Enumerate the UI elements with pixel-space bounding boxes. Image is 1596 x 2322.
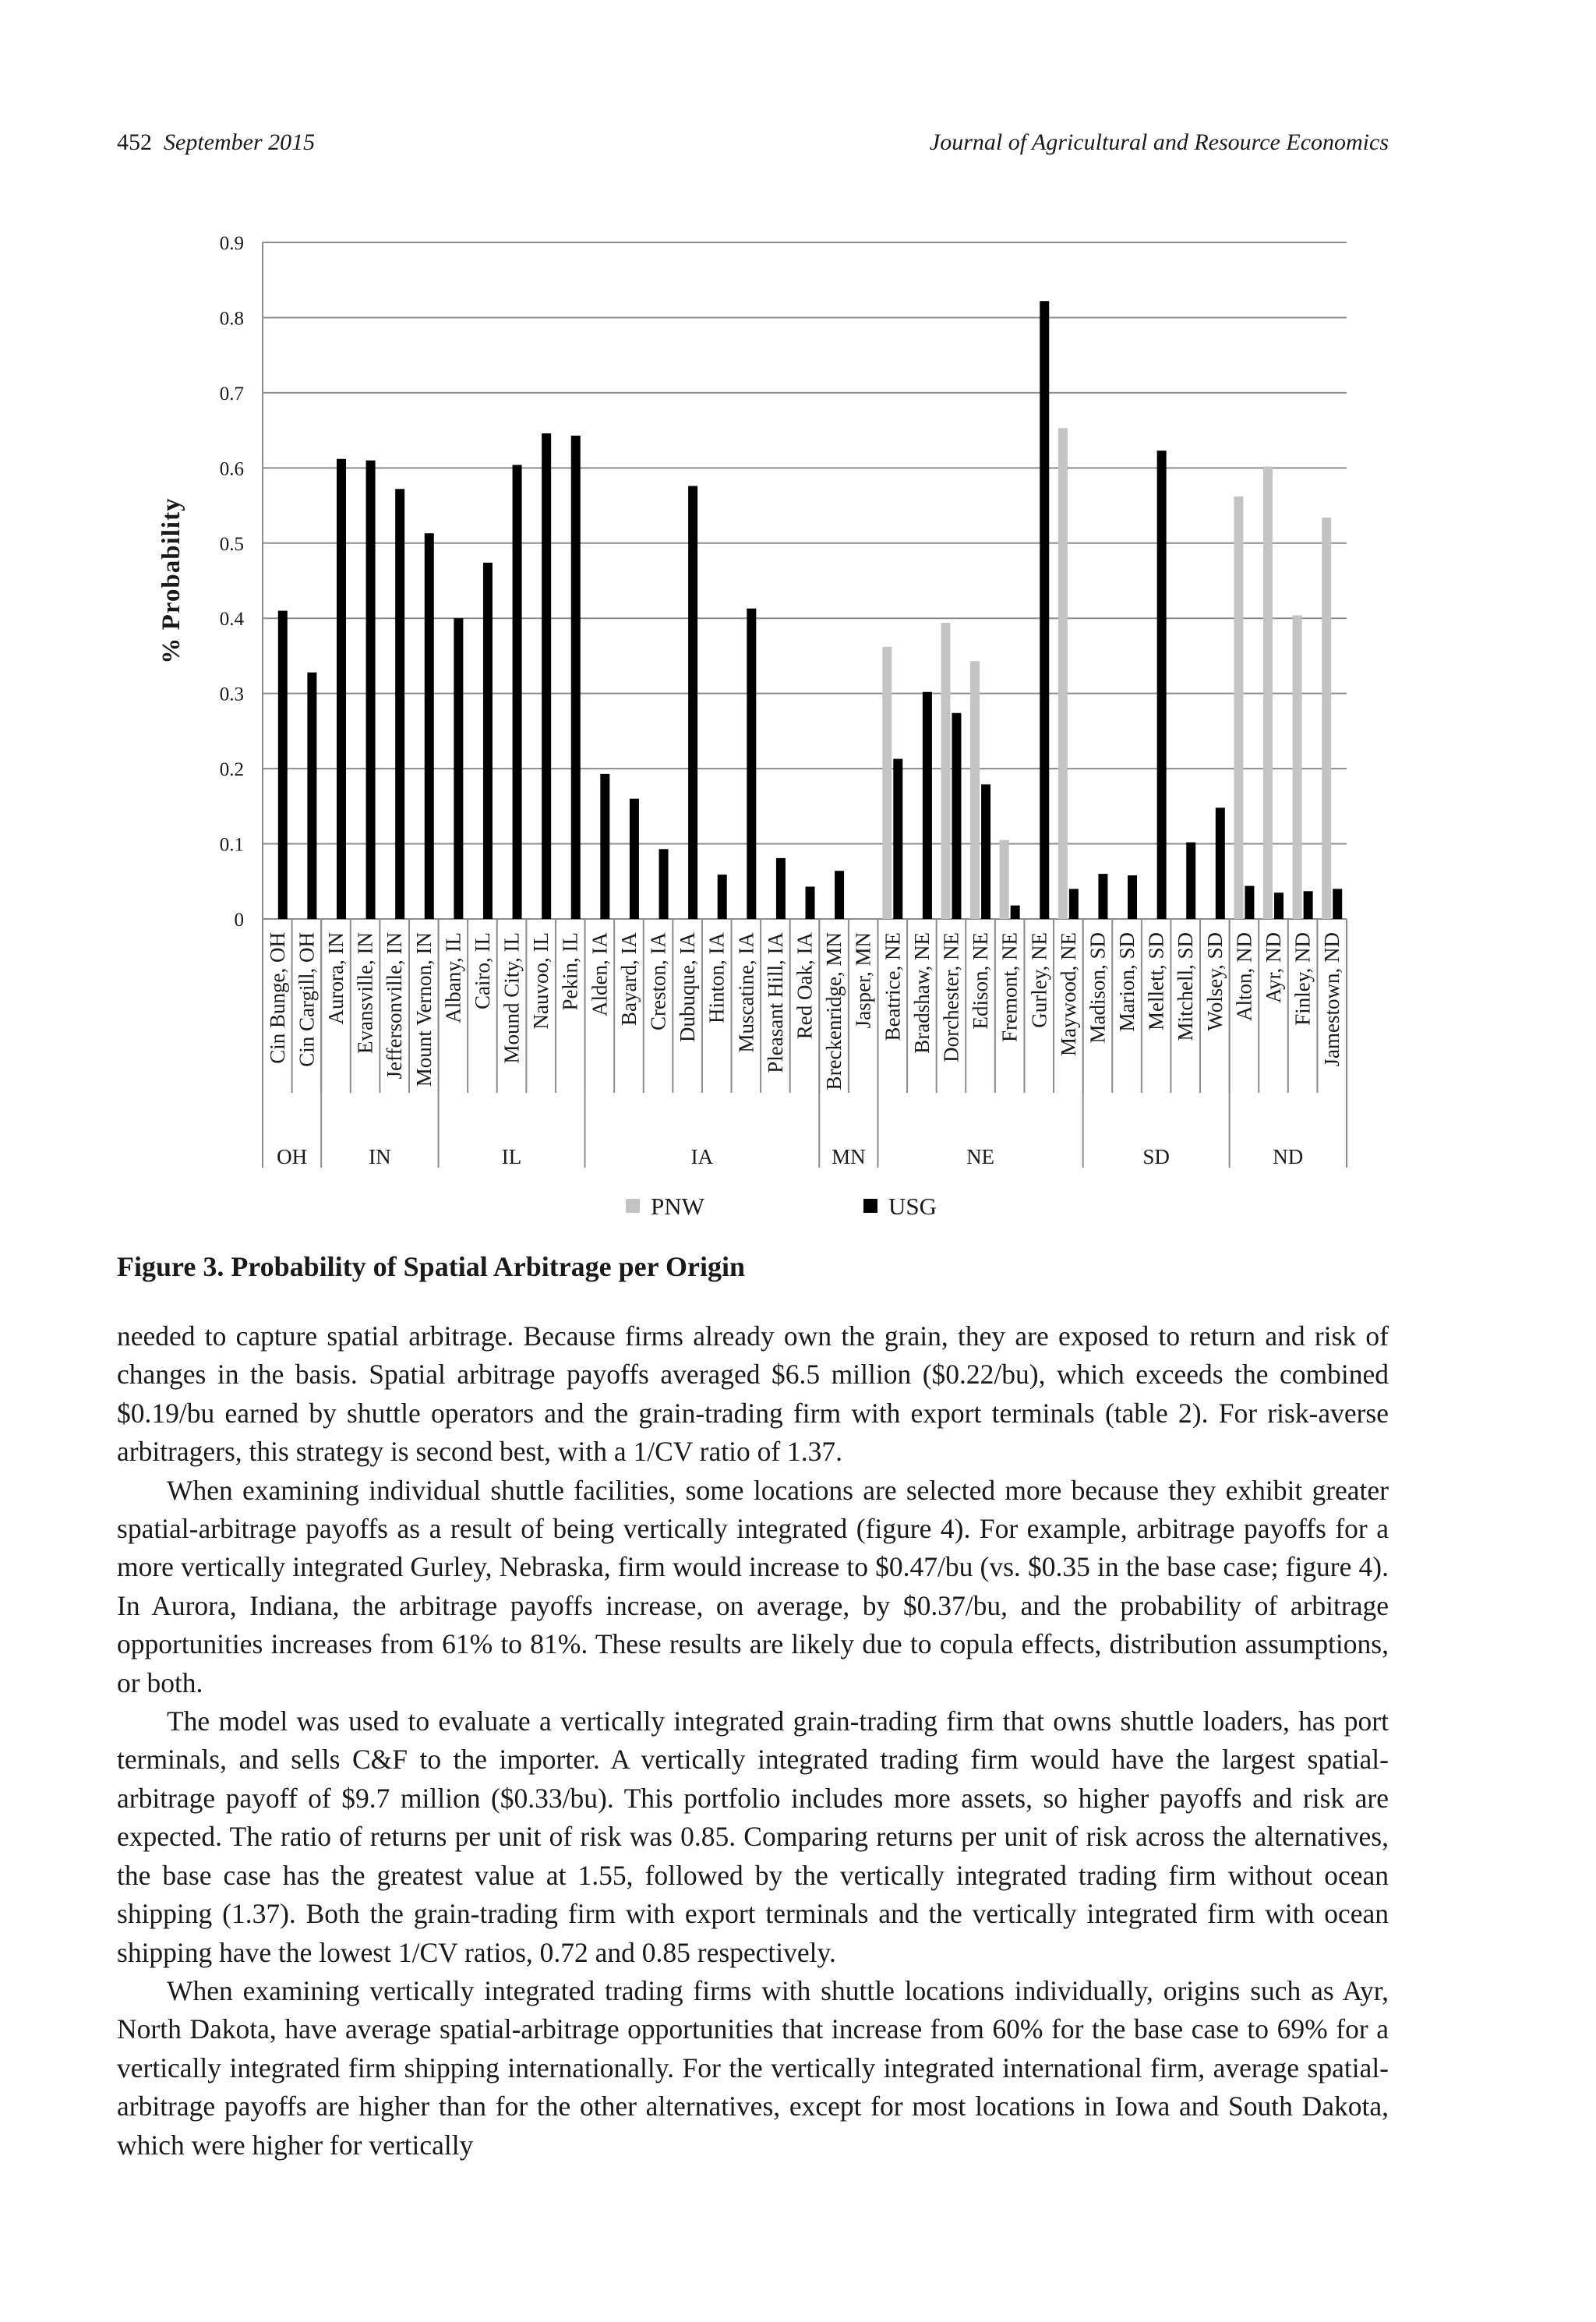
bar-usg <box>776 858 786 919</box>
category-label: Muscatine, IA <box>734 932 758 1053</box>
bar-usg <box>806 887 815 919</box>
category-label: Dubuque, IA <box>676 932 700 1042</box>
category-label: Hinton, IA <box>704 932 729 1023</box>
bar-usg <box>1069 889 1079 919</box>
bar-usg <box>1040 301 1049 919</box>
bar-pnw <box>941 623 950 919</box>
bar-usg <box>893 759 902 919</box>
group-label: IN <box>369 1145 391 1168</box>
category-label: Fremont, NE <box>998 932 1022 1042</box>
category-label: Wolsey, SD <box>1202 932 1227 1031</box>
y-tick-label: 0 <box>234 910 244 931</box>
bar-usg <box>337 459 346 919</box>
bar-usg <box>1333 889 1342 919</box>
bar-usg <box>1216 808 1225 919</box>
category-label: Cin Cargill, OH <box>295 932 319 1067</box>
y-tick-label: 0.2 <box>219 759 244 781</box>
group-label: SD <box>1142 1145 1170 1168</box>
page-number: 452 <box>117 129 152 155</box>
category-label: Mound City, IL <box>500 932 524 1064</box>
category-label: Jamestown, ND <box>1320 932 1344 1067</box>
bar-usg <box>307 673 316 919</box>
bar-usg <box>1011 906 1020 919</box>
y-tick-label: 0.9 <box>219 233 244 254</box>
category-label: Jasper, MN <box>851 932 875 1029</box>
bar-usg <box>688 486 697 919</box>
paragraph-3: The model was used to evaluate a vertically integrated grain-trading firm that owns shuttle loaders, has port terminals, and sells C&F to the importer. A vertically integrated trading firm would have the largest spatial-arbitrage payoff of $9.7 million ($0.33/bu). This portfolio includes more assets, so higher payoffs and risk are expected. The ratio of returns per unit of risk was 0.85. Comparing returns per unit of risk across the alternatives, the base case has the greatest value at 1.55, followed by the vertically integrated trading firm without ocean shipping (1.37). Both the grain-trading firm with export terminals and the vertically integrated firm with ocean shipping have the lowest 1/CV ratios, 0.72 and 0.85 respectively. <box>117 1705 1389 1968</box>
bar-pnw <box>1263 466 1273 919</box>
bar-usg <box>1304 891 1313 919</box>
bar-pnw <box>1000 840 1009 919</box>
category-label: Mellett, SD <box>1144 932 1168 1030</box>
bar-usg <box>425 533 434 919</box>
category-label: Pleasant Hill, IA <box>763 932 787 1073</box>
bar-pnw <box>1293 615 1302 919</box>
category-label: Evansville, IN <box>353 932 377 1054</box>
category-label: Bayard, IA <box>616 932 641 1026</box>
figure-caption: Figure 3. Probability of Spatial Arbitrage per Origin <box>117 1251 745 1282</box>
bar-usg <box>278 611 288 919</box>
bar-pnw <box>970 661 980 919</box>
category-label: Cin Bunge, OH <box>265 932 289 1064</box>
bar-usg <box>542 433 551 919</box>
bar-usg <box>1245 886 1254 919</box>
y-tick-label: 0.7 <box>219 383 244 405</box>
y-tick-label: 0.5 <box>219 533 244 555</box>
category-label: Gurley, NE <box>1027 932 1051 1028</box>
group-label: MN <box>832 1145 866 1168</box>
bar-usg <box>600 774 609 919</box>
legend-swatch-usg <box>863 1199 877 1213</box>
category-label: Mitchell, SD <box>1174 932 1198 1041</box>
category-label: Alden, IA <box>588 932 612 1016</box>
category-label: Nauvoo, IL <box>529 932 553 1030</box>
bar-pnw <box>1322 518 1331 919</box>
y-tick-label: 0.3 <box>219 684 244 705</box>
bar-usg <box>923 692 932 919</box>
category-label: Mount Vernon, IN <box>411 932 436 1087</box>
paragraph-1: needed to capture spatial arbitrage. Because firms already own the grain, they are exposed to return and risk of changes in the basis. Spatial arbitrage payoffs averaged $6.5 million ($0.22/bu), which exceeds the combined $0.19/bu earned by shuttle operators and the grain-trading firm with export terminals (table 2). For risk-averse arbitragers, this strategy is second best, with a 1/CV ratio of 1.37. <box>117 1320 1389 1468</box>
bar-usg <box>513 465 522 919</box>
issue-date: September 2015 <box>164 129 316 155</box>
category-label: Bradshaw, NE <box>909 932 934 1054</box>
group-label: IL <box>501 1145 522 1168</box>
group-label: OH <box>277 1145 308 1168</box>
group-label: NE <box>966 1145 995 1168</box>
category-label: Beatrice, NE <box>881 932 905 1041</box>
category-label: Alton, ND <box>1232 932 1256 1021</box>
paragraph-2: When examining individual shuttle facilities, some locations are selected more because they exhibit greater spatial-arbitrage payoffs as a result of being vertically integrated (figure 4). For example, arbitrage payoffs for a more vertically integrated Gurley, Nebraska, firm would increase to $0.47/bu (vs. $0.35 in the base case; figure 4). In Aurora, Indiana, the arbitrage payoffs increase, on average, by $0.37/bu, and the probability of arbitrage opportunities increases from 61% to 81%. These results are likely due to copula effects, distribution assumptions, or both. <box>117 1474 1389 1698</box>
category-label: Cairo, IL <box>470 932 494 1009</box>
bar-usg <box>395 489 404 919</box>
legend-label-pnw: PNW <box>651 1193 704 1220</box>
group-label: ND <box>1273 1145 1304 1168</box>
journal-title: Journal of Agricultural and Resource Economics <box>929 129 1389 155</box>
y-tick-label: 0.8 <box>219 308 244 330</box>
bar-usg <box>747 609 756 919</box>
bar-usg <box>659 849 669 919</box>
bar-usg <box>981 784 990 919</box>
bar-usg <box>1098 874 1107 919</box>
bar-usg <box>718 875 727 919</box>
bar-usg <box>1128 875 1137 919</box>
category-label: Finley, ND <box>1291 932 1315 1026</box>
bar-usg <box>366 461 376 919</box>
bar-usg <box>1157 451 1167 919</box>
bar-pnw <box>882 647 892 919</box>
category-label: Maywood, NE <box>1056 932 1080 1056</box>
category-label: Albany, IL <box>441 932 465 1023</box>
bar-pnw <box>1234 497 1243 919</box>
bar-usg <box>1274 892 1284 919</box>
group-label: IA <box>690 1145 714 1168</box>
category-label: Aurora, IN <box>323 932 348 1025</box>
body-text <box>117 1317 1389 2165</box>
category-label: Dorchester, NE <box>939 932 963 1062</box>
y-tick-label: 0.1 <box>219 834 244 856</box>
category-label: Breckenridge, MN <box>822 932 846 1090</box>
bar-usg <box>571 436 581 919</box>
bar-usg <box>952 713 961 919</box>
bar-usg <box>630 799 639 919</box>
category-label: Edison, NE <box>969 932 993 1030</box>
category-label: Red Oak, IA <box>793 932 817 1040</box>
category-label: Madison, SD <box>1086 932 1110 1044</box>
paragraph-4: When examining vertically integrated trading firms with shuttle locations individually, origins such as Ayr, North Dakota, have average spatial-arbitrage opportunities that increase from 60% for the base case to 69% for a vertically integrated firm shipping internationally. For the vertically integrated international firm, average spatial-arbitrage payoffs are higher than for the other alternatives, except for most locations in Iowa and South Dakota, which were higher for vertically <box>117 1974 1389 2161</box>
legend-label-usg: USG <box>888 1193 937 1220</box>
bar-usg <box>835 871 844 919</box>
y-tick-label: 0.4 <box>219 609 244 631</box>
category-label: Pekin, IL <box>558 932 582 1011</box>
category-label: Jeffersonville, IN <box>383 932 407 1080</box>
category-label: Marion, SD <box>1115 932 1139 1032</box>
bar-pnw <box>1058 428 1068 919</box>
y-tick-label: 0.6 <box>219 458 244 480</box>
bar-usg <box>1186 843 1195 919</box>
bar-usg <box>454 618 463 919</box>
y-axis-title: % Probability <box>157 497 185 664</box>
category-label: Creston, IA <box>646 932 670 1030</box>
bar-usg <box>483 563 493 919</box>
category-label: Ayr, ND <box>1262 932 1286 1003</box>
legend-swatch-pnw <box>626 1199 640 1213</box>
